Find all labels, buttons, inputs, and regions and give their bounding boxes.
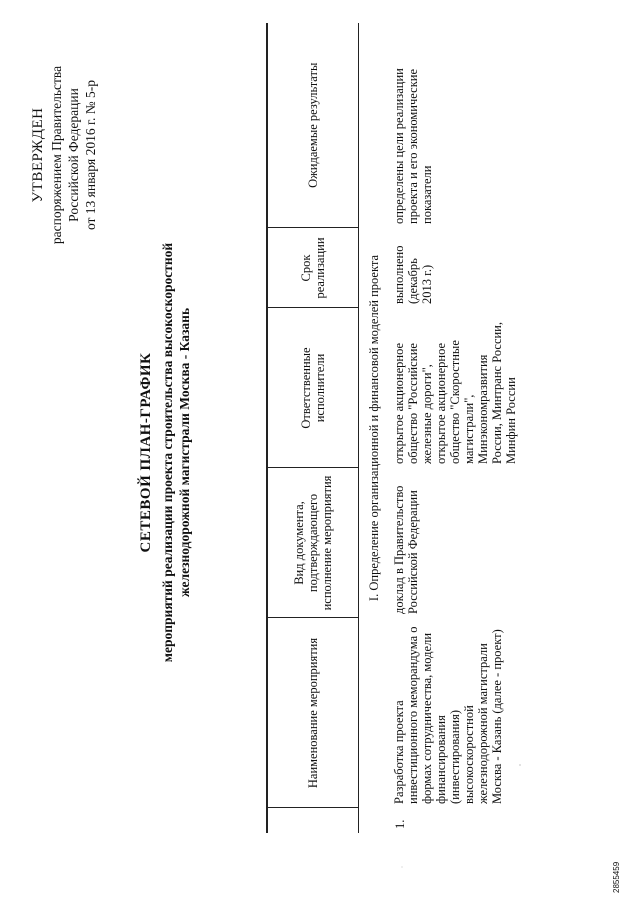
approval-line-1: распоряжением Правительства [49, 65, 64, 245]
header-document-type: Вид документа, подтверждающего исполнение мероприятия [267, 468, 359, 618]
document-subtitle-line-1: мероприятий реализации проекта строительства высокоскоростной [160, 242, 175, 663]
row-document-type: доклад в Правительство Российской Федерации [392, 485, 420, 614]
row-number: 1. [393, 819, 407, 829]
approval-line-2: Российской Федерации [66, 88, 81, 222]
row-executors: открытое акционерное общество "Российские железные дороги", открытое акционерное общество "Скоростные магистрали", Минэкономразвития России, Минтранс России, Минфин России [392, 322, 518, 464]
row-results: определены цели реализации проекта и его экономические показатели [392, 68, 434, 224]
page-code: 2855459 [612, 861, 621, 893]
row-name: Разработка проекта инвестиционного меморандума о формах сотрудничества, модели финансирования (инвестирования) высокоскоростной железнодорожной магистрали Москва - Казань (далее - проект) [392, 626, 504, 804]
header-deadline: Срок реализации [267, 228, 359, 308]
document-subtitle-line-2: железнодорожной магистрали Москва - Казань [177, 307, 192, 598]
header-executors: Ответственные исполнители [267, 308, 359, 468]
approval-line-3: от 13 января 2016 г. № 5-р [83, 79, 98, 231]
section-title: I. Определение организационной и финансовой моделей проекта [367, 254, 381, 602]
approval-title: УТВЕРЖДЕН [30, 107, 46, 203]
row-deadline: выполнено (декабрь 2013 г.) [392, 245, 434, 304]
document-title: СЕТЕВОЙ ПЛАН-ГРАФИК [138, 352, 154, 553]
header-name: Наименование мероприятия [267, 618, 359, 808]
header-results: Ожидаемые результаты [267, 23, 359, 228]
